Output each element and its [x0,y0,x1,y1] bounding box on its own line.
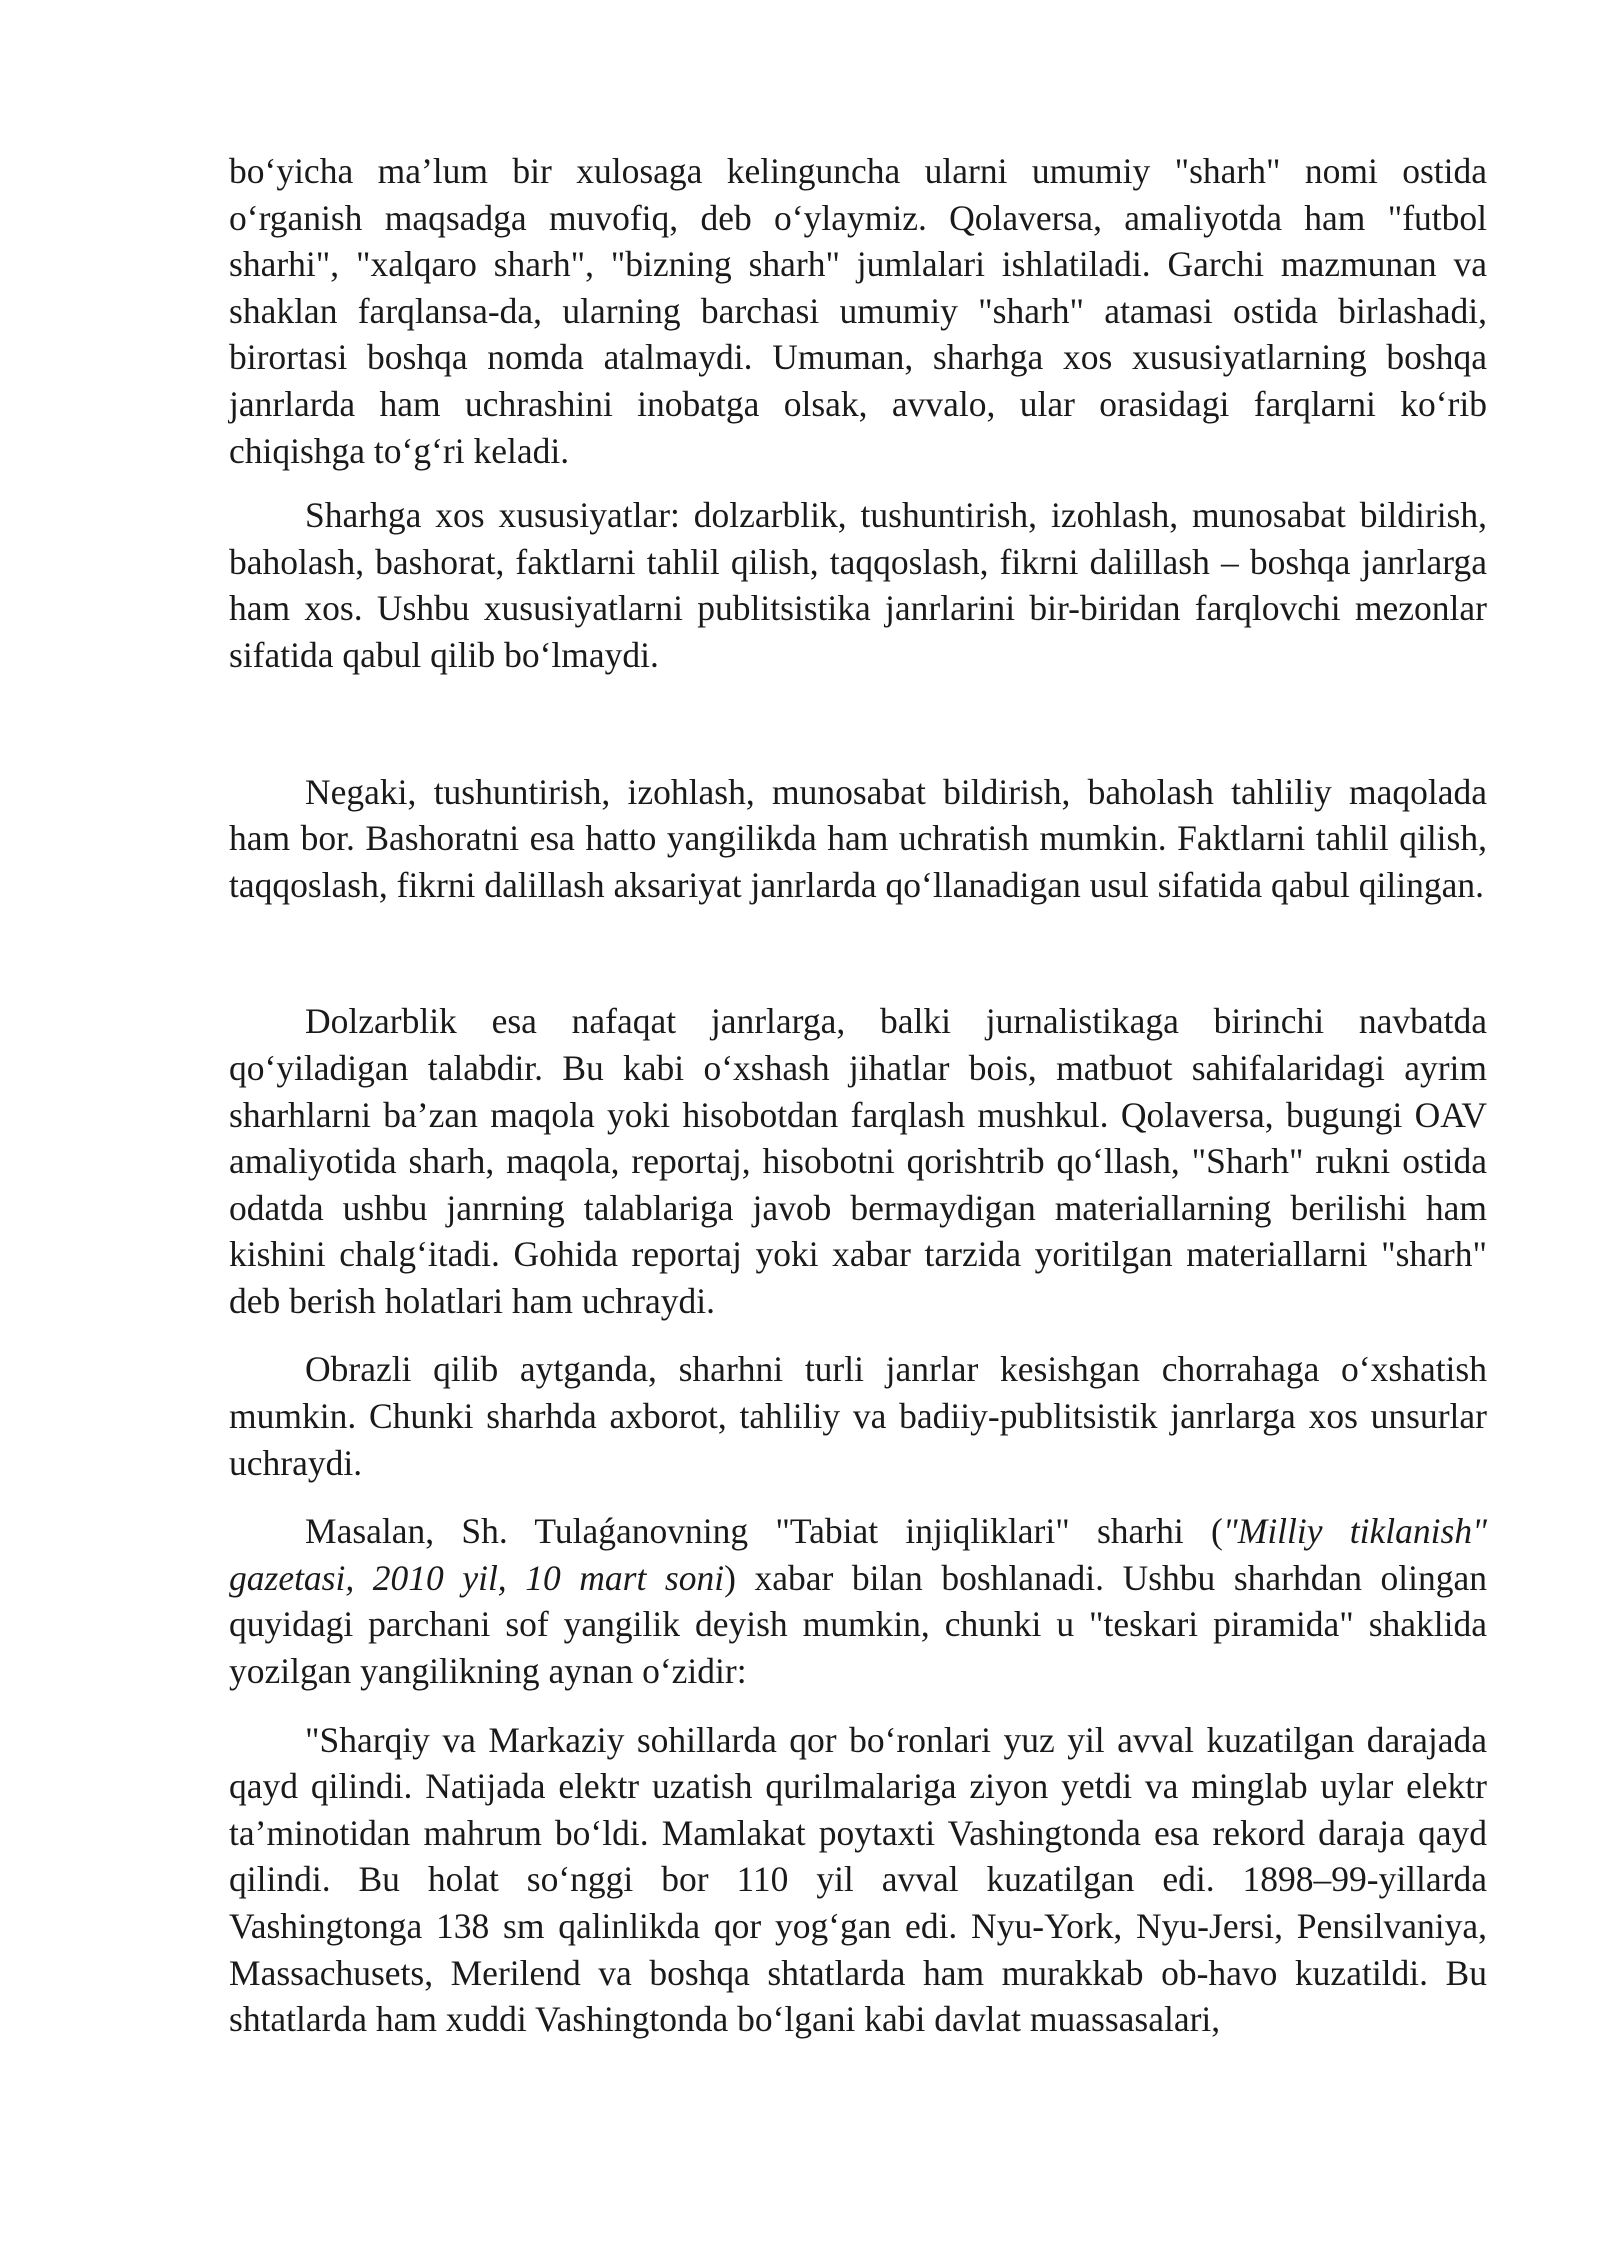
paragraph-4: Dolzarblik esa nafaqat janrlarga, balki jurnalistikaga birinchi navbatda qo‘yiladigan talabdir. Bu kabi o‘xshash jihatlar bois, matbuot sahifalaridagi ayrim sharhlarni ba’zan maqola yoki hisobotdan farqlash mushkul. Qolaversa, bugungi OAV amaliyotida sharh, maqola, reportaj, hisobotni qorishtrib qo‘llash, "Sharh" rukni ostida odatda ushbu janrning talablariga javob bermaydigan materiallarning berilishi ham kishini chalg‘itadi. Gohida reportaj yoki xabar tarzida yoritilgan materiallarni "sharh" deb berish holatlari ham uchraydi. [229,1001,1487,1321]
document-page [229,148,1487,2043]
paragraph-6-source-citation: "Milliy tiklanish" gazetasi, 2010 yil, 10 mart soni [229,1511,1487,1598]
paragraph-6 [229,1508,1487,1694]
paragraph-7-quote: "Sharqiy va Markaziy sohillarda qor bo‘ronlari yuz yil avval kuzatilgan darajada qayd qilindi. Natijada elektr uzatish qurilmalariga ziyon yetdi va minglab uylar elektr ta’minotidan mahrum bo‘ldi. Mamlakat poytaxti Vashingtonda esa rekord daraja qayd qilindi. Bu holat so‘nggi bor 110 yil avval kuzatilgan edi. 1898–99-yillarda Vashingtonga 138 sm qalinlikda qor yog‘gan edi. Nyu-York, Nyu-Jersi, Pensilvaniya, Massachusets, Merilend va boshqa shtatlarda ham murakkab ob-havo kuzatildi. Bu shtatlarda ham xuddi Vashingtonda bo‘lgani kabi davlat muassasalari, [229,1719,1487,2040]
paragraph-6-text-end: ) xabar bilan boshlanadi. Ushbu sharhdan olingan quyidagi parchani sof yangilik deyish mumkin, chunki u "teskari piramida" shaklida yozilgan yangilikning aynan o‘zidir: [229,1557,1488,1692]
paragraph-6-text-start: Masalan, Sh. Tulaǵanovning "Tabiat injiqliklari" sharhi ( [305,1511,1223,1552]
paragraph-1: bo‘yicha ma’lum bir xulosaga kelinguncha ularni umumiy "sharh" nomi ostida o‘rganish maqsadga muvofiq, deb o‘ylaymiz. Qolaversa, amaliyotda ham "futbol sharhi", "xalqaro sharh", "bizning sharh" jumlalari ishlatiladi. Garchi mazmunan va shaklan farqlansa-da, ularning barchasi umumiy "sharh" atamasi ostida birlashadi, birortasi boshqa nomda atalmaydi. Umuman, sharhga xos xususiyatlarning boshqa janrlarda ham uchrashini inobatga olsak, avvalo, ular orasidagi farqlarni ko‘rib chiqishga to‘g‘ri keladi. [229,151,1487,471]
paragraph-5: Obrazli qilib aytganda, sharhni turli janrlar kesishgan chorrahaga o‘xshatish mumkin. Chunki sharhda axborot, tahliliy va badiiy-publitsistik janrlarga xos unsurlar uchraydi. [229,1349,1487,1483]
paragraph-3: Negaki, tushuntirish, izohlash, munosabat bildirish, baholash tahliliy maqolada ham bor. Bashoratni esa hatto yangilikda ham uchratish mumkin. Faktlarni tahlil qilish, taqqoslash, fikrni dalillash aksariyat janrlarda qo‘llanadigan usul sifatida qabul qilingan. [229,771,1487,905]
paragraph-2: Sharhga xos xususiyatlar: dolzarblik, tushuntirish, izohlash, munosabat bildirish, baholash, bashorat, faktlarni tahlil qilish, taqqoslash, fikrni dalillash – boshqa janrlarga ham xos. Ushbu xususiyatlarni publitsistika janrlarini bir-biridan farqlovchi mezonlar sifatida qabul qilib bo‘lmaydi. [229,495,1487,675]
